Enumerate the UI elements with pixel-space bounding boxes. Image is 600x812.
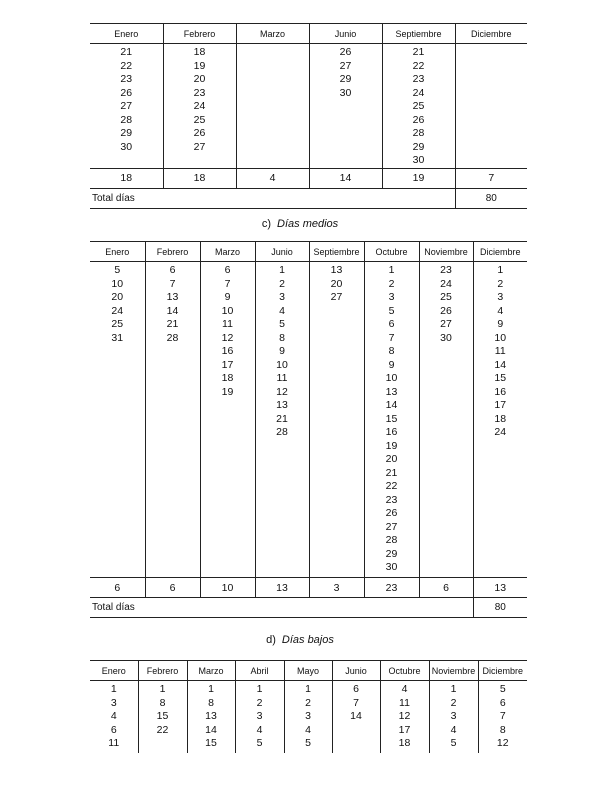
day-value: 22 [156, 723, 169, 736]
day-value: 3 [497, 291, 504, 303]
day-value: 28 [166, 331, 179, 344]
day-value: 27 [193, 140, 206, 153]
day-value: 21 [412, 46, 425, 58]
table-c-total-value: 80 [473, 598, 527, 618]
table-c-column [255, 262, 309, 578]
day-value: 1 [305, 683, 311, 695]
day-value: 24 [193, 100, 206, 112]
day-value: 2 [279, 277, 285, 290]
table-b-column [455, 44, 527, 169]
table-b-total-cell: 4 [236, 168, 309, 188]
day-value: 15 [494, 372, 507, 384]
day-value: 6 [224, 264, 231, 276]
table-c-totals-row [90, 578, 527, 598]
section-d-heading [0, 634, 600, 646]
table-d-header: Junio [332, 661, 380, 681]
table-d-header: Abril [235, 661, 284, 681]
table-d-column [187, 681, 235, 753]
day-value: 5 [305, 737, 311, 749]
day-value: 27 [385, 520, 398, 533]
table-c-total-cell: 10 [200, 578, 255, 598]
day-value: 5 [114, 264, 121, 276]
day-value: 15 [156, 710, 169, 722]
day-value: 12 [398, 710, 411, 722]
day-value: 10 [385, 372, 398, 384]
day-value: 28 [385, 534, 398, 546]
day-value: 21 [166, 318, 179, 330]
table-b-column [236, 44, 309, 169]
day-value: 23 [412, 73, 425, 85]
table-d-column [235, 681, 284, 753]
table-c-total-label: Total días [90, 598, 473, 618]
day-value: 8 [499, 723, 506, 736]
section-c-heading [0, 218, 600, 230]
day-value: 9 [497, 318, 504, 330]
table-c-header: Febrero [145, 242, 200, 262]
day-value: 5 [388, 304, 395, 317]
table-b-total-cell: 7 [455, 168, 527, 188]
day-value: 10 [494, 331, 507, 344]
day-value: 3 [388, 291, 395, 303]
day-value: 15 [205, 737, 217, 749]
day-value: 8 [208, 696, 214, 709]
table-b-header: Febrero [163, 24, 236, 44]
section-c-letter: c) [261, 218, 272, 230]
table-d-header: Marzo [187, 661, 235, 681]
table-b-total-label: Total días [90, 188, 455, 208]
day-value: 13 [276, 399, 288, 411]
table-b-header: Junio [309, 24, 382, 44]
table-d-header: Noviembre [429, 661, 478, 681]
day-value: 19 [193, 59, 206, 72]
table-b-header: Marzo [236, 24, 309, 44]
table-d-column [380, 681, 429, 753]
day-value: 29 [385, 547, 398, 560]
day-value: 2 [256, 696, 263, 709]
day-value: 25 [412, 100, 425, 112]
day-value: 17 [398, 723, 411, 736]
day-value: 22 [412, 59, 425, 72]
day-value: 18 [193, 46, 206, 58]
day-value: 21 [276, 412, 288, 425]
table-c-column [200, 262, 255, 578]
day-value: 20 [330, 277, 343, 290]
day-value: 2 [497, 277, 504, 290]
table-c-column [364, 262, 419, 578]
day-value: 26 [440, 304, 452, 317]
day-value: 1 [388, 264, 395, 276]
day-value: 23 [440, 264, 452, 276]
day-value: 31 [111, 331, 124, 344]
day-value: 7 [353, 696, 359, 709]
day-value: 28 [276, 426, 288, 438]
table-b-total-cell: 14 [309, 168, 382, 188]
day-value: 11 [222, 318, 233, 330]
table-c-values-row [90, 262, 527, 578]
day-value: 15 [385, 412, 398, 425]
day-value: 4 [110, 710, 117, 722]
day-value: 21 [120, 46, 133, 58]
day-value: 2 [305, 696, 311, 709]
day-value: 7 [169, 277, 176, 290]
table-c-column [90, 262, 145, 578]
table-b-column [382, 44, 455, 169]
table-b-header-row [90, 24, 527, 44]
day-value: 23 [120, 73, 133, 85]
day-value: 24 [111, 304, 124, 317]
day-value: 7 [499, 710, 506, 722]
table-c-header: Noviembre [419, 242, 473, 262]
section-d-title: Días bajos [281, 634, 334, 646]
day-value: 13 [166, 291, 179, 303]
day-value: 14 [205, 723, 217, 736]
day-value: 18 [398, 737, 411, 749]
table-b-column [309, 44, 382, 169]
day-value: 5 [256, 737, 263, 749]
day-value: 19 [221, 385, 234, 398]
table-d-header: Octubre [380, 661, 429, 681]
day-value: 1 [256, 683, 263, 695]
table-c [90, 241, 527, 618]
table-b-total-cell: 18 [163, 168, 236, 188]
table-d-header: Febrero [138, 661, 187, 681]
day-value: 23 [385, 493, 398, 506]
day-value: 30 [339, 86, 352, 99]
day-value: 18 [494, 412, 507, 425]
day-value: 11 [494, 345, 506, 357]
day-value: 26 [385, 507, 398, 519]
table-b [90, 23, 527, 209]
day-value: 4 [450, 723, 457, 736]
day-value: 11 [276, 372, 288, 384]
table-c-column [309, 262, 364, 578]
day-value: 1 [279, 264, 285, 276]
table-c-column [145, 262, 200, 578]
table-b-values-row [90, 44, 527, 169]
day-value: 16 [221, 345, 234, 357]
day-value: 27 [440, 318, 452, 330]
table-c-header: Septiembre [309, 242, 364, 262]
day-value: 25 [111, 318, 124, 330]
table-c-total-cell: 13 [255, 578, 309, 598]
table-c-header: Junio [255, 242, 309, 262]
table-c-header: Octubre [364, 242, 419, 262]
day-value: 6 [110, 723, 117, 736]
table-c-column [473, 262, 527, 578]
day-value: 10 [221, 304, 234, 317]
day-value: 6 [388, 318, 395, 330]
day-value: 12 [276, 385, 288, 398]
table-d-column [332, 681, 380, 753]
day-value: 8 [279, 331, 285, 344]
day-value: 24 [494, 426, 507, 438]
table-b-total-value: 80 [455, 188, 527, 208]
day-value: 2 [450, 696, 457, 709]
table-b-header: Enero [90, 24, 163, 44]
table-b-header: Diciembre [455, 24, 527, 44]
day-value: 13 [205, 710, 217, 722]
table-c-total-cell: 6 [90, 578, 145, 598]
day-value: 28 [120, 113, 133, 126]
day-value: 22 [120, 59, 133, 72]
table-b-header: Septiembre [382, 24, 455, 44]
day-value: 4 [401, 683, 408, 695]
day-value: 17 [494, 399, 507, 411]
table-d-column [138, 681, 187, 753]
day-value: 4 [279, 304, 285, 317]
table-b-totals-row [90, 168, 527, 188]
day-value: 8 [159, 696, 166, 709]
day-value: 10 [276, 358, 288, 371]
day-value: 25 [193, 113, 206, 126]
day-value: 18 [221, 372, 234, 384]
day-value: 4 [256, 723, 263, 736]
table-d-header-row [90, 661, 527, 681]
day-value: 19 [385, 439, 398, 452]
day-value: 26 [412, 113, 425, 126]
day-value: 17 [221, 358, 234, 371]
day-value: 23 [193, 86, 206, 99]
table-d-values-row [90, 681, 527, 753]
day-value: 29 [339, 73, 352, 85]
day-value: 7 [224, 277, 231, 290]
day-value: 5 [279, 318, 285, 330]
day-value: 26 [120, 86, 133, 99]
day-value: 3 [256, 710, 263, 722]
day-value: 25 [440, 291, 452, 303]
day-value: 3 [279, 291, 285, 303]
table-d-column [429, 681, 478, 753]
day-value: 12 [221, 331, 234, 344]
day-value: 4 [497, 304, 504, 317]
day-value: 30 [412, 154, 425, 166]
day-value: 29 [412, 140, 425, 153]
table-d-column [284, 681, 332, 753]
day-value: 9 [224, 291, 231, 303]
day-value: 1 [450, 683, 457, 695]
day-value: 27 [330, 291, 343, 303]
day-value: 12 [496, 737, 509, 749]
day-value: 1 [208, 683, 214, 695]
day-value: 13 [385, 385, 398, 398]
day-value: 16 [385, 426, 398, 438]
table-b-total-cell: 18 [90, 168, 163, 188]
day-value: 20 [111, 291, 124, 303]
table-c-column [419, 262, 473, 578]
table-c-header-row [90, 242, 527, 262]
day-value: 16 [494, 385, 507, 398]
table-d [90, 660, 527, 753]
day-value: 24 [440, 277, 452, 290]
day-value: 14 [166, 304, 179, 317]
day-value: 11 [108, 737, 120, 749]
section-c-title: Días medios [277, 218, 339, 230]
table-c-total-cell: 23 [364, 578, 419, 598]
day-value: 11 [399, 696, 410, 709]
day-value: 6 [169, 264, 176, 276]
day-value: 30 [440, 331, 452, 344]
table-c-header: Diciembre [473, 242, 527, 262]
day-value: 3 [450, 710, 457, 722]
day-value: 22 [385, 480, 398, 492]
day-value: 1 [110, 683, 117, 695]
day-value: 14 [350, 710, 362, 722]
day-value: 28 [412, 127, 425, 139]
day-value: 14 [494, 358, 507, 371]
table-c-total-cell: 6 [145, 578, 200, 598]
day-value: 24 [412, 86, 425, 99]
section-d-letter: d) [266, 634, 276, 646]
day-value: 6 [499, 696, 506, 709]
day-value: 21 [385, 466, 398, 479]
table-c-header: Marzo [200, 242, 255, 262]
table-b-total-cell: 19 [382, 168, 455, 188]
table-c-total-cell: 6 [419, 578, 473, 598]
table-c-header: Enero [90, 242, 145, 262]
day-value: 30 [120, 140, 133, 153]
day-value: 9 [388, 358, 395, 371]
table-d-header: Diciembre [478, 661, 527, 681]
day-value: 3 [110, 696, 117, 709]
day-value: 4 [305, 723, 311, 736]
table-d-header: Enero [90, 661, 138, 681]
day-value: 26 [339, 46, 352, 58]
day-value: 2 [388, 277, 395, 290]
day-value: 5 [450, 737, 457, 749]
table-b-column [90, 44, 163, 169]
day-value: 29 [120, 127, 133, 139]
table-b-grand-total-row [90, 188, 527, 208]
table-c-total-cell: 13 [473, 578, 527, 598]
day-value: 30 [385, 561, 398, 573]
table-d-column [478, 681, 527, 753]
table-b-column [163, 44, 236, 169]
day-value: 5 [499, 683, 506, 695]
day-value: 8 [388, 345, 395, 357]
table-d-header: Mayo [284, 661, 332, 681]
day-value: 20 [385, 453, 398, 465]
day-value: 26 [193, 127, 206, 139]
day-value: 1 [159, 683, 166, 695]
day-value: 1 [497, 264, 504, 276]
day-value: 27 [120, 100, 133, 112]
day-value: 13 [330, 264, 343, 276]
table-c-grand-total-row [90, 598, 527, 618]
table-d-column [90, 681, 138, 753]
day-value: 7 [388, 331, 395, 344]
day-value: 20 [193, 73, 206, 85]
table-c-total-cell: 3 [309, 578, 364, 598]
day-value: 14 [385, 399, 398, 411]
day-value: 3 [305, 710, 311, 722]
day-value: 27 [339, 59, 352, 72]
day-value: 10 [111, 277, 124, 290]
day-value: 6 [353, 683, 359, 695]
day-value: 9 [279, 345, 285, 357]
